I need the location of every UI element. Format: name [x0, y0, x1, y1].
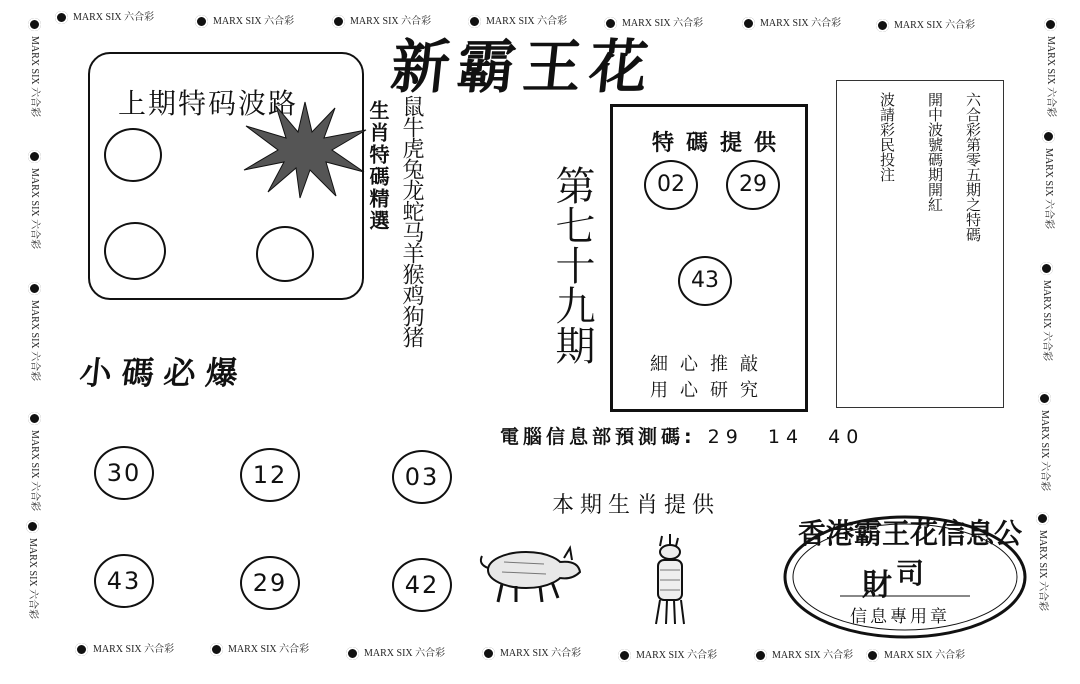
watermark: MARX SIX 六合彩	[75, 640, 174, 656]
flower-icon	[1042, 130, 1055, 143]
watermark: MARX SIX 六合彩	[28, 150, 44, 249]
flower-icon	[482, 647, 495, 660]
watermark: MARX SIX 六合彩	[28, 18, 44, 117]
flower-icon	[26, 520, 39, 533]
watermark: MARX SIX 六合彩	[28, 282, 44, 381]
watermark: MARX SIX 六合彩	[210, 640, 309, 656]
seal-center-character: 財	[862, 568, 898, 603]
zodiac-provide-title: 本期生肖提供	[552, 493, 721, 518]
pig-icon	[474, 540, 586, 606]
special-code-footer	[650, 352, 770, 404]
wave-circle	[104, 222, 166, 280]
flower-icon	[195, 15, 208, 28]
flower-icon	[618, 649, 631, 662]
flower-icon	[1040, 262, 1053, 275]
watermark: MARX SIX 六合彩	[482, 644, 581, 660]
flower-icon	[866, 649, 879, 662]
watermark: MARX SIX 六合彩	[1042, 130, 1058, 229]
flower-icon	[55, 11, 68, 24]
flower-icon	[876, 19, 889, 32]
small-code-title: 小碼必爆	[77, 354, 250, 392]
flower-icon	[346, 647, 359, 660]
flower-icon	[28, 282, 41, 295]
starburst-icon	[240, 100, 370, 200]
small-code-number: 30	[94, 446, 154, 500]
wave-circle	[104, 128, 162, 182]
watermark: MARX SIX 六合彩	[1036, 512, 1052, 611]
watermark: MARX SIX 六合彩	[468, 12, 567, 28]
small-code-number: 12	[240, 448, 300, 502]
special-code-number: 43	[678, 256, 732, 306]
page-title: 新霸王花	[387, 33, 660, 101]
watermark: MARX SIX 六合彩	[754, 646, 853, 662]
watermark: MARX SIX 六合彩	[604, 14, 703, 30]
seal-company-name: 香港霸王花信息公司	[797, 517, 1022, 590]
computer-prediction-label: 電腦信息部預測碼:	[500, 426, 696, 448]
zodiac-list: 鼠牛虎兔龙蛇马羊猴鸡狗猪	[399, 95, 424, 347]
special-code-title: 特碼提供	[652, 130, 789, 156]
footer-line: 用心研究	[650, 380, 770, 401]
deer-icon	[640, 532, 700, 626]
notice-column: 開中波號碼期開紅	[926, 92, 944, 212]
wave-panel-title: 上期特码波路	[118, 87, 299, 120]
computer-prediction	[500, 422, 864, 449]
watermark: MARX SIX 六合彩	[618, 646, 717, 662]
flower-icon	[1036, 512, 1049, 525]
flower-icon	[210, 643, 223, 656]
flower-icon	[1038, 392, 1051, 405]
notice-column: 波請彩民投注	[878, 92, 896, 182]
watermark: MARX SIX 六合彩	[742, 14, 841, 30]
flower-icon	[28, 412, 41, 425]
flower-icon	[28, 18, 41, 31]
special-code-number: 02	[644, 160, 698, 210]
small-code-number: 43	[94, 554, 154, 608]
watermark: MARX SIX 六合彩	[195, 12, 294, 28]
watermark: MARX SIX 六合彩	[876, 16, 975, 32]
issue-number: 第七十九期	[549, 165, 595, 365]
watermark: MARX SIX 六合彩	[26, 520, 42, 619]
watermark: MARX SIX 六合彩	[1044, 18, 1060, 117]
wave-circle	[256, 226, 314, 282]
footer-line: 細心推敲	[650, 354, 770, 375]
small-code-number: 29	[240, 556, 300, 610]
flower-icon	[742, 17, 755, 30]
flower-icon	[75, 643, 88, 656]
watermark: MARX SIX 六合彩	[866, 646, 965, 662]
small-code-number: 03	[392, 450, 452, 504]
watermark: MARX SIX 六合彩	[1038, 392, 1054, 491]
watermark: MARX SIX 六合彩	[332, 12, 431, 28]
flower-icon	[1044, 18, 1057, 31]
special-code-number: 29	[726, 160, 780, 210]
watermark: MARX SIX 六合彩	[55, 8, 154, 24]
flower-icon	[332, 15, 345, 28]
seal-subtitle: 信息專用章	[850, 607, 950, 627]
computer-prediction-numbers: 29 14 40	[707, 426, 865, 448]
flower-icon	[28, 150, 41, 163]
watermark: MARX SIX 六合彩	[1040, 262, 1056, 361]
watermark: MARX SIX 六合彩	[28, 412, 44, 511]
zodiac-heading: 生肖特碼精選	[366, 100, 390, 232]
small-code-number: 42	[392, 558, 452, 612]
notice-column: 六合彩第零五期之特碼	[964, 92, 982, 242]
flower-icon	[754, 649, 767, 662]
watermark: MARX SIX 六合彩	[346, 644, 445, 660]
